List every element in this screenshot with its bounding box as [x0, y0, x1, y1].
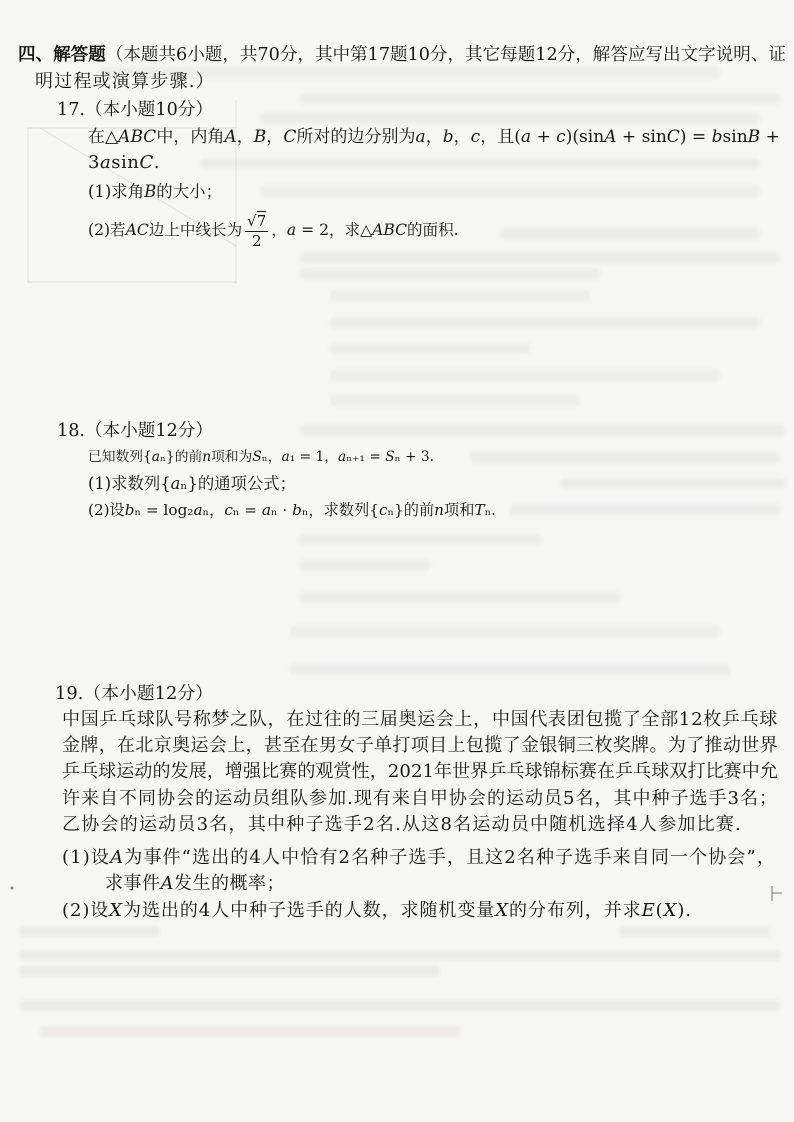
problem-18-stem: 已知数列{aₙ}的前n项和为Sₙ，a₁ = 1，aₙ₊₁ = Sₙ + 3. — [88, 449, 435, 465]
math-variable: C — [136, 221, 149, 239]
math-variable: a — [193, 501, 203, 519]
ghost-text-line — [620, 926, 770, 937]
problem-19-number: 19. — [55, 683, 84, 704]
math-variable: C — [139, 152, 154, 173]
ghost-text-line — [20, 966, 440, 977]
math-variable: C — [143, 127, 157, 147]
math-variable: a — [520, 127, 532, 147]
problem-19-part-1-line-2: 求事件A发生的概率； — [105, 873, 285, 894]
math-variable: a — [286, 221, 297, 239]
ghost-text-line — [330, 290, 590, 301]
problem-17-number: 17. — [57, 100, 86, 120]
problem-17-part-1: (1)求角B的大小； — [88, 182, 223, 201]
ghost-text-line — [560, 478, 785, 489]
math-variable: C — [283, 127, 297, 147]
section-header-line-1 — [18, 42, 786, 68]
ghost-text-line — [300, 592, 620, 603]
fraction-numerator — [245, 213, 268, 232]
ghost-text-line — [330, 343, 530, 354]
math-variable: X — [663, 900, 678, 921]
math-variable: b — [711, 127, 723, 147]
problem-18-part-2: (2)设bₙ = log₂aₙ，cₙ = aₙ · bₙ，求数列{cₙ}的前n项和Tₙ. — [88, 501, 497, 519]
math-variable: B — [253, 127, 267, 147]
math-function: sin — [641, 127, 667, 147]
ghost-text-line — [300, 252, 780, 263]
math-variable: X — [109, 900, 124, 921]
problem-18-part-1: (1)求数列{aₙ}的通项公式； — [88, 474, 296, 493]
ghost-text-line — [300, 534, 540, 545]
math-function: log — [163, 501, 188, 519]
ghost-text-line — [260, 186, 760, 197]
ghost-text-line — [300, 268, 600, 279]
problem-19-stem-line-3: 乒乓球运动的发展，增强比赛的观赏性，2021年世界乒乓球锦标赛在乒乓球双打比赛中允 — [62, 761, 778, 782]
radicand: 7 — [256, 211, 267, 230]
math-function: sin — [722, 127, 748, 147]
math-variable: c — [224, 501, 233, 519]
math-variable: A — [160, 873, 174, 894]
math-variable: A — [604, 127, 617, 147]
math-variable: b — [292, 501, 302, 519]
math-variable: B — [747, 127, 761, 147]
ghost-text-line — [200, 158, 760, 169]
math-variable: A — [110, 847, 125, 868]
math-variable: b — [124, 501, 135, 519]
math-variable: C — [666, 127, 680, 147]
problem-17-points: （本小题10分） — [85, 100, 213, 120]
radical-sign: √ — [247, 211, 257, 230]
math-variable: S — [252, 449, 262, 465]
problem-19-stem-line-1: 中国乒乓球队号称梦之队，在过往的三届奥运会上，中国代表团包揽了全部12枚乒乓球 — [62, 709, 778, 730]
math-variable: a — [415, 127, 426, 147]
ghost-text-line — [20, 950, 780, 961]
math-variable: S — [385, 449, 395, 465]
ghost-text-line — [20, 926, 160, 937]
ghost-text-lines — [100, 67, 785, 675]
ghost-text-line — [470, 452, 780, 463]
problem-17-stem-line-1: 在△ABC中，内角A，B，C所对的边分别为a，b，c，且(a + c)(sinA + sinC) = bsinB + — [88, 127, 780, 147]
math-variable: A — [372, 221, 384, 239]
math-variable: a — [338, 449, 347, 465]
problem-19-heading — [55, 681, 213, 707]
scan-mark — [772, 886, 782, 901]
math-variable: A — [118, 127, 131, 147]
math-function: sin — [579, 127, 605, 147]
problem-19-stem-line-5: 乙协会的运动员3名，其中种子选手2名.从这8名运动员中随机选择4人参加比赛. — [62, 814, 742, 835]
ghost-text-line — [290, 626, 720, 637]
median-length-fraction — [245, 213, 268, 250]
problem-17-part-2-after: ，a = 2，求△ABC的面积. — [271, 221, 459, 239]
math-variable: E — [641, 900, 656, 921]
math-variable: a — [151, 449, 160, 465]
math-function: sin — [111, 152, 140, 173]
math-variable: c — [556, 127, 566, 147]
problem-18-number: 18. — [57, 421, 86, 441]
ghost-text-line — [260, 113, 760, 124]
problem-19-stem-line-4: 许来自不同协会的运动员组队参加.现有来自甲协会的运动员5名，其中种子选手3名； — [62, 788, 778, 809]
ghost-text-line — [510, 504, 780, 515]
ghost-text-line — [300, 93, 780, 104]
scan-speck — [10, 886, 13, 889]
math-variable: A — [125, 221, 137, 239]
math-variable: A — [224, 127, 237, 147]
ghost-text-lines-bottom — [20, 926, 780, 1037]
math-variable: c — [378, 501, 388, 519]
math-variable: c — [470, 127, 481, 147]
math-variable: b — [442, 127, 454, 147]
problem-19-part-1-line-1: (1)设A为事件“选出的4人中恰有2名种子选手，且这2名种子选手来自同一个协会”， — [62, 847, 776, 868]
problem-17-heading — [57, 97, 213, 123]
math-variable: T — [474, 501, 485, 519]
problem-19-stem-line-2: 金牌，在北京奥运会上，甚至在男女子单打项目上包揽了金银铜三枚奖牌。为了推动世界 — [62, 735, 778, 756]
problem-17-part-2-before: (2)若AC边上中线长为 — [88, 221, 243, 239]
ghost-text-line — [20, 1000, 780, 1011]
section-label: 四、解答题 — [18, 45, 106, 65]
ghost-text-line — [290, 664, 730, 675]
problem-17-stem-line-2: 3asinC. — [88, 152, 161, 173]
math-variable: a — [170, 474, 181, 493]
fraction-denominator: 2 — [251, 231, 262, 250]
math-variable: a — [261, 501, 271, 519]
math-variable: C — [395, 221, 407, 239]
problem-19-part-2: (2)设X为选出的4人中种子选手的人数，求随机变量X的分布列，并求E(X). — [62, 900, 693, 921]
math-variable: a — [99, 152, 112, 173]
problem-19-points: （本小题12分） — [83, 683, 214, 704]
ghost-text-line — [300, 560, 430, 571]
math-variable: n — [202, 449, 212, 465]
ghost-text-line — [330, 370, 720, 381]
math-variable: X — [495, 900, 509, 921]
section-header-line-2: 明过程或演算步骤.） — [35, 71, 215, 92]
section-instructions: （本题共6小题，共70分，其中第17题10分，其它每题12分，解答应写出文字说明、证 — [105, 45, 786, 65]
ghost-text-line — [40, 1026, 460, 1037]
ghost-text-line — [330, 395, 580, 406]
math-variable: a — [281, 449, 290, 465]
problem-17-part-2 — [88, 210, 459, 250]
ghost-text-line — [300, 425, 785, 436]
ghost-text-line — [500, 228, 760, 239]
math-variable: n — [434, 501, 444, 519]
problem-18-heading — [57, 418, 213, 444]
math-variable: B — [130, 127, 144, 147]
math-variable: B — [383, 221, 396, 239]
problem-18-points: （本小题12分） — [85, 421, 213, 441]
math-variable: B — [144, 182, 157, 201]
ghost-text-line — [330, 317, 760, 328]
